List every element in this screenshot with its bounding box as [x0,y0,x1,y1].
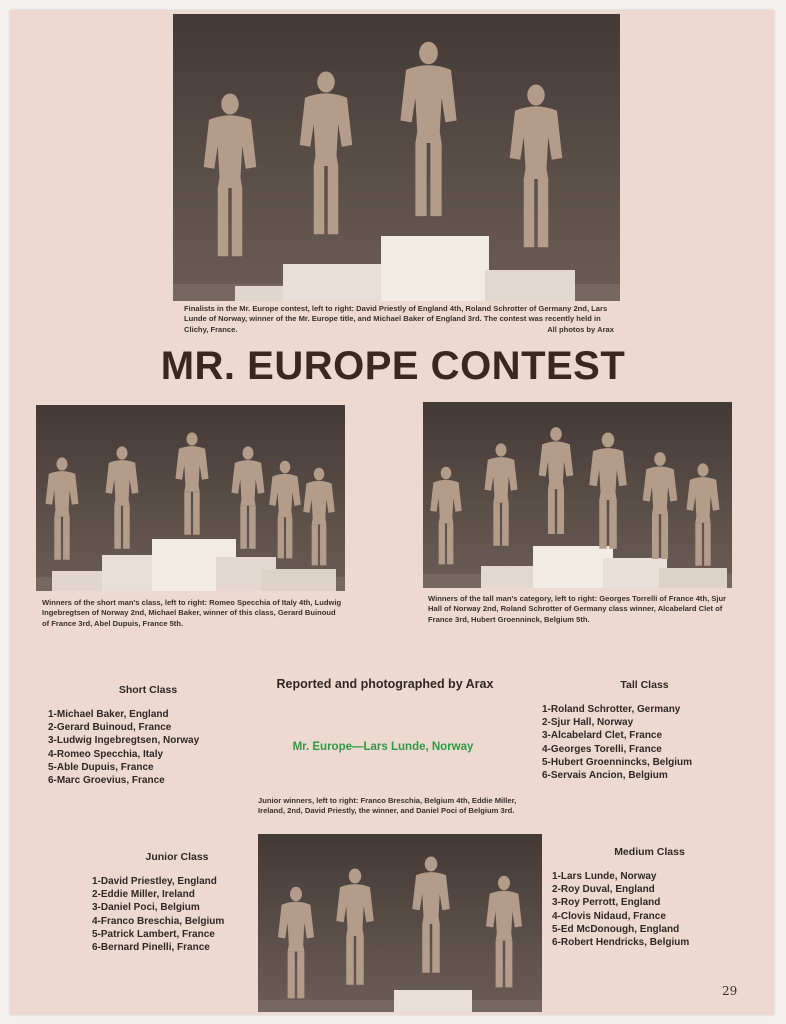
junior-class-block [92,851,262,954]
reported-byline: Reported and photographed by Arax [276,677,494,691]
list-item: 1-Lars Lunde, Norway [552,871,657,882]
medium-class-heading: Medium Class [614,846,685,858]
list-item: 6-Robert Hendricks, Belgium [552,937,690,949]
list-item: 2-Sjur Hall, Norway [542,717,634,729]
list-item: 3-Daniel Poci, Belgium [92,902,200,914]
list-item: 3-Alcabelard Clet, France [542,730,663,742]
finalists-caption [184,304,614,335]
list-item: 6-Servais Ancion, Belgium [542,770,668,782]
list-item: 2-Roy Duval, England [552,884,655,896]
tall-class-heading: Tall Class [620,679,669,691]
finalists-photo [173,14,620,301]
tall-class-photo [423,402,732,588]
list-item: 4-Clovis Nidaud, France [552,910,666,922]
list-item: 4-Romeo Specchia, Italy [48,748,164,760]
junior-photo [258,834,542,1012]
list-item: 4-Franco Breschia, Belgium [92,915,225,927]
list-item: 5-Ed McDonough, England [552,923,680,935]
list-item: 1-Michael Baker, England [48,709,169,720]
finalists-caption-text: Finalists in the Mr. Europe contest, left to right: David Priestly of England 4th, Roland Schrotter of Germany 2nd, Lars Lunde of Norway, winner of the Mr. Europe title, and Michael Baker of England 3rd. The contest was recently held in Clichy, France. [184,304,608,334]
photo-credit: All photos by Arax [547,324,614,334]
list-item: 2-Gerard Buinoud, France [48,722,172,734]
list-item: 5-Able Dupuis, France [48,761,154,773]
page-number: 29 [722,984,738,998]
junior-class-list [92,875,262,954]
short-class-caption: Winners of the short man's class, left to right: Romeo Specchia of Italy 4th, Ludwig Ingebregtsen of Norway 2nd, Michael Baker, winner of this class, Gerard Buinoud of France 3rd, Abel Dupuis, France 5th. [42,598,342,628]
winner-highlight: Mr. Europe—Lars Lunde, Norway [292,741,474,753]
short-class-photo [36,405,345,591]
list-item: 3-Ludwig Ingebregtsen, Norway [48,735,200,747]
tall-class-caption: Winners of the tall man's category, left to right: Georges Torrelli of France 4th, Sjur Hall of Norway 2nd, Roland Schrotter of Germany class winner, Alcabelard Clet of France 3rd, Hubert Groenninck, Belgium 5th. [428,594,727,624]
short-class-list [48,708,248,787]
tall-class-block [542,679,747,782]
list-item: 1-Roland Schrotter, Germany [542,704,681,715]
list-item: 3-Roy Perrott, England [552,897,661,909]
tall-class-list [542,703,747,782]
page-title: MR. EUROPE CONTEST [160,344,626,388]
junior-caption: Junior winners, left to right: Franco Breschia, Belgium 4th, Eddie Miller, Ireland, 2nd, David Priestly, the winner, and Daniel Poci of Belgium 3rd. [258,796,517,816]
junior-class-heading: Junior Class [145,851,209,863]
list-item: 2-Eddie Miller, Ireland [92,889,195,901]
list-item: 6-Bernard Pinelli, France [92,942,210,954]
list-item: 4-Georges Torelli, France [542,743,662,755]
list-item: 5-Patrick Lambert, France [92,928,215,940]
short-class-heading: Short Class [118,684,178,696]
short-class-block [48,684,248,787]
list-item: 5-Hubert Groennincks, Belgium [542,756,693,768]
list-item: 1-David Priestley, England [92,876,217,887]
medium-class-list [552,870,747,949]
medium-class-block [552,846,747,949]
list-item: 6-Marc Groevius, France [48,775,165,787]
